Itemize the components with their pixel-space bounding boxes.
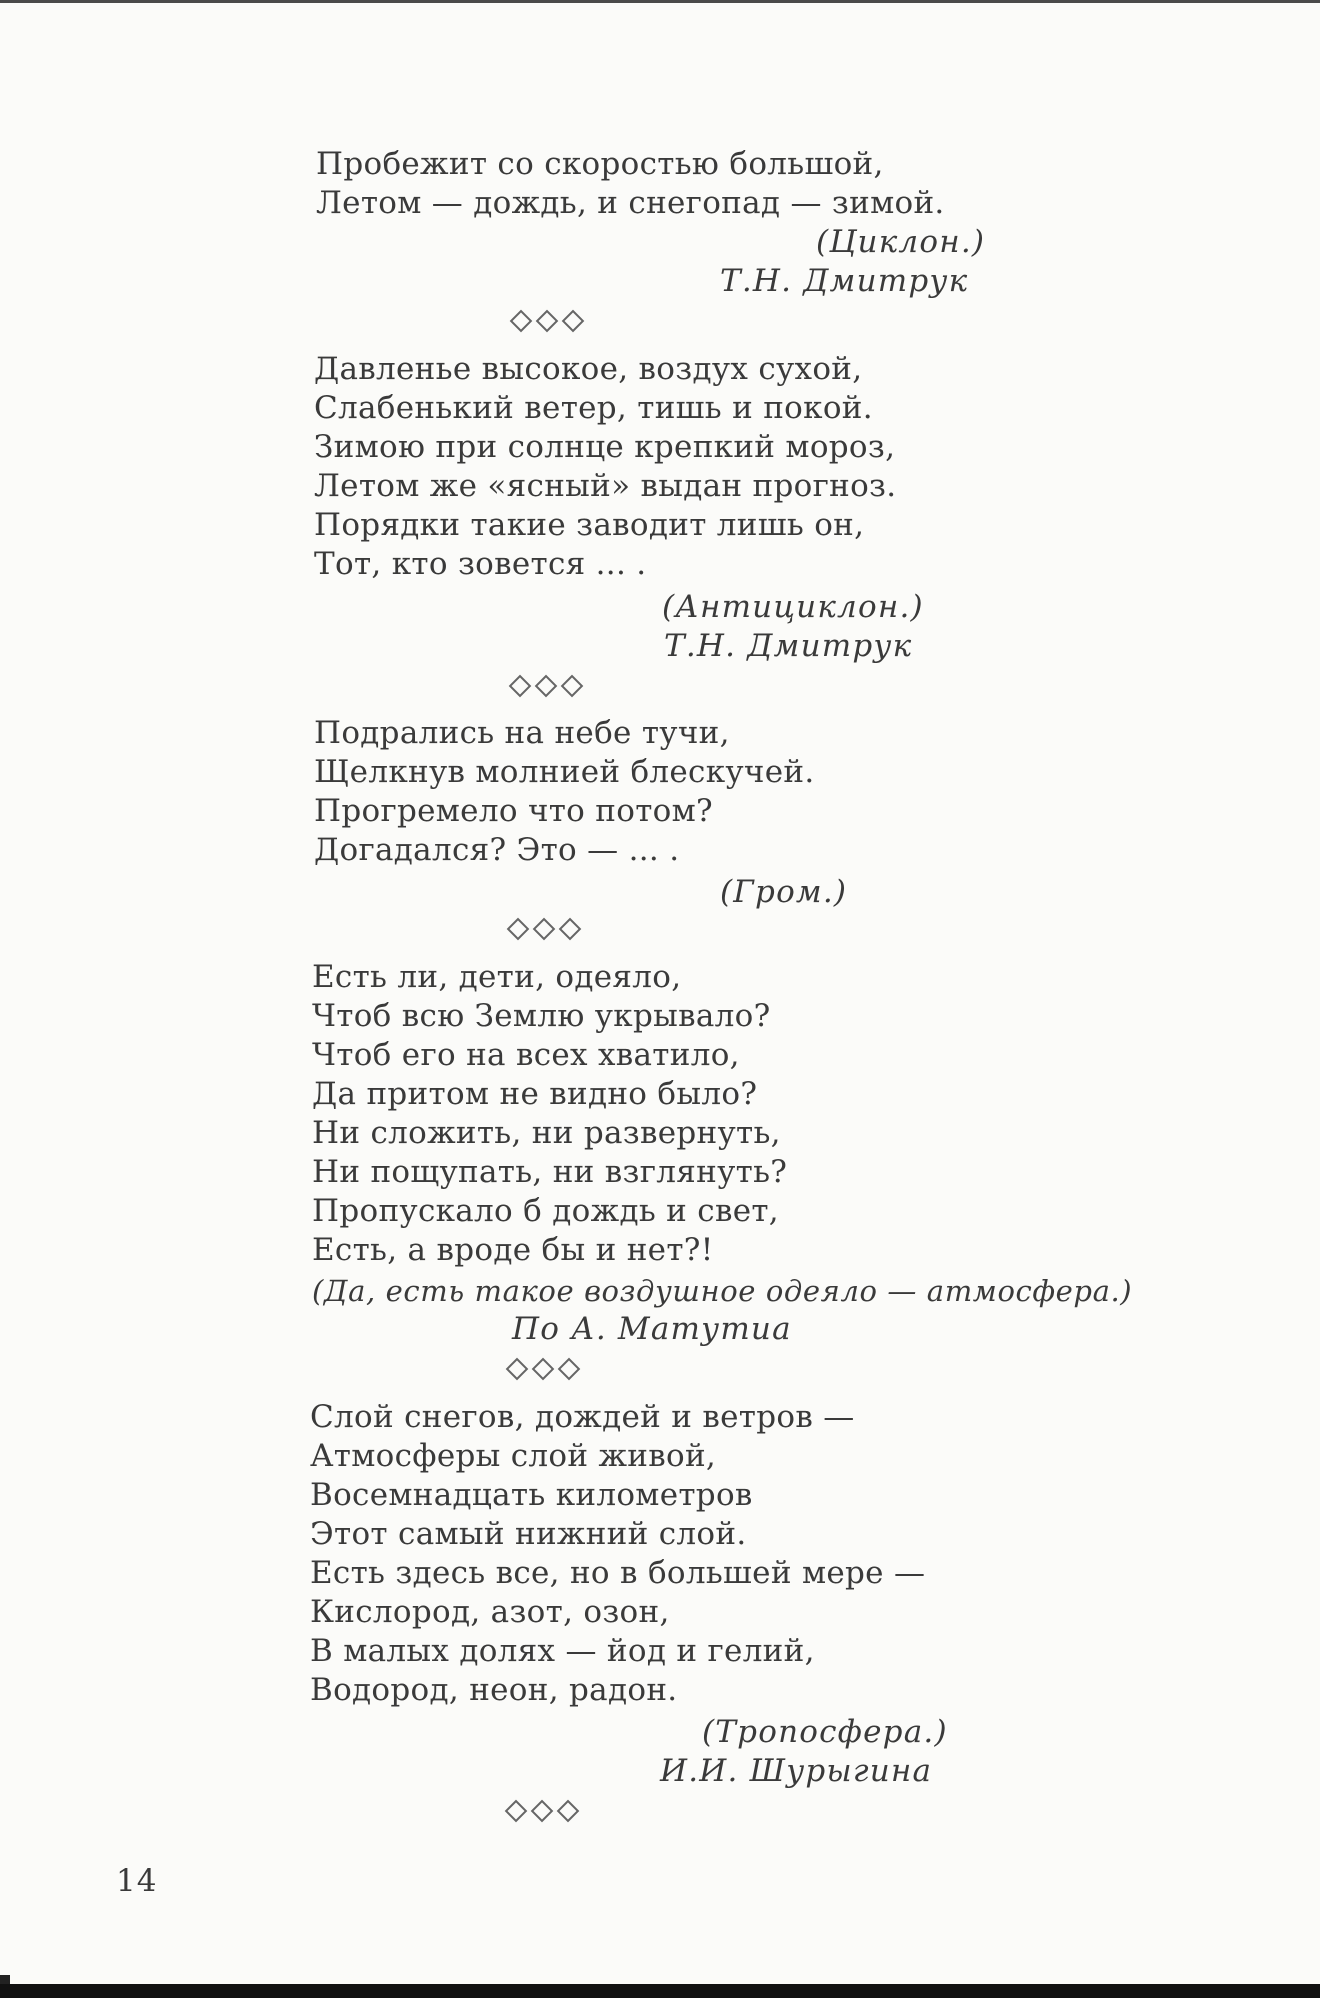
poem-line: Зимою при солнце крепкий мороз, [314, 429, 896, 465]
diamond-ornament-icon [506, 1358, 529, 1381]
diamond-ornament-icon [559, 918, 582, 941]
poem-line: Водород, неон, радон. [310, 1672, 678, 1708]
poem-line: Кислород, азот, озон, [310, 1594, 670, 1630]
diamond-ornament-icon [532, 1358, 555, 1381]
poem-line: Этот самый нижний слой. [310, 1516, 747, 1552]
poem-line: Слой снегов, дождей и ветров — [310, 1399, 855, 1435]
poem-line: Есть здесь все, но в большей мере — [310, 1555, 926, 1591]
poem-answer: (Циклон.) [816, 224, 986, 260]
poem-line: Ни сложить, ни развернуть, [312, 1115, 781, 1151]
poem-line: Восемнадцать километров [310, 1477, 753, 1513]
diamond-ornament-icon [561, 675, 584, 698]
poem-line: Летом — дождь, и снегопад — зимой. [316, 185, 945, 221]
poem-author: И.И. Шурыгина [660, 1753, 933, 1789]
poem-author: Т.Н. Дмитрук [664, 628, 913, 664]
poem-line: Чтоб его на всех хватило, [312, 1037, 740, 1073]
poem-author: По А. Матутиа [512, 1311, 792, 1347]
poem-line: Щелкнув молнией блескучей. [314, 754, 815, 790]
poem-answer: (Тропосфера.) [702, 1714, 948, 1750]
diamond-ornament-icon [557, 1800, 580, 1823]
diamond-ornament-icon [536, 310, 559, 333]
poem-answer: (Антициклон.) [662, 589, 924, 625]
poem-answer: (Да, есть такое воздушное одеяло — атмосфера.) [312, 1274, 1133, 1308]
poem-line: Атмосферы слой живой, [310, 1438, 717, 1474]
poem-line: Есть ли, дети, одеяло, [312, 959, 682, 995]
diamond-ornament-icon [562, 310, 585, 333]
section-separator [510, 675, 582, 699]
poem-line: Пробежит со скоростью большой, [316, 146, 884, 182]
section-separator [506, 1800, 578, 1824]
poem-line: Догадался? Это — ... . [314, 832, 680, 868]
diamond-ornament-icon [531, 1800, 554, 1823]
diamond-ornament-icon [558, 1358, 581, 1381]
poem-line: Летом же «ясный» выдан прогноз. [314, 468, 897, 504]
bottom-edge-rule [0, 1984, 1320, 1998]
poem-line: Чтоб всю Землю укрывало? [312, 998, 771, 1034]
poem-line: Пропускало б дождь и свет, [312, 1193, 779, 1229]
poem-line: Порядки такие заводит лишь он, [314, 507, 865, 543]
diamond-ornament-icon [505, 1800, 528, 1823]
page-number: 14 [116, 1863, 158, 1899]
poem-answer: (Гром.) [720, 874, 848, 910]
section-separator [507, 1358, 579, 1382]
poem-author: Т.Н. Дмитрук [720, 263, 969, 299]
poem-line: Слабенький ветер, тишь и покой. [314, 390, 873, 426]
section-separator [511, 310, 583, 334]
poem-line: Тот, кто зовется ... . [314, 546, 647, 582]
diamond-ornament-icon [535, 675, 558, 698]
poem-line: Ни пощупать, ни взглянуть? [312, 1154, 788, 1190]
diamond-ornament-icon [533, 918, 556, 941]
poem-line: В малых долях — йод и гелий, [310, 1633, 815, 1669]
diamond-ornament-icon [507, 918, 530, 941]
poem-line: Прогремело что потом? [314, 793, 713, 829]
diamond-ornament-icon [510, 310, 533, 333]
poem-line: Давленье высокое, воздух сухой, [314, 351, 863, 387]
poem-line: Подрались на небе тучи, [314, 715, 730, 751]
section-separator [508, 918, 580, 942]
poem-line: Да притом не видно было? [312, 1076, 758, 1112]
poem-line: Есть, а вроде бы и нет?! [312, 1232, 714, 1268]
diamond-ornament-icon [509, 675, 532, 698]
